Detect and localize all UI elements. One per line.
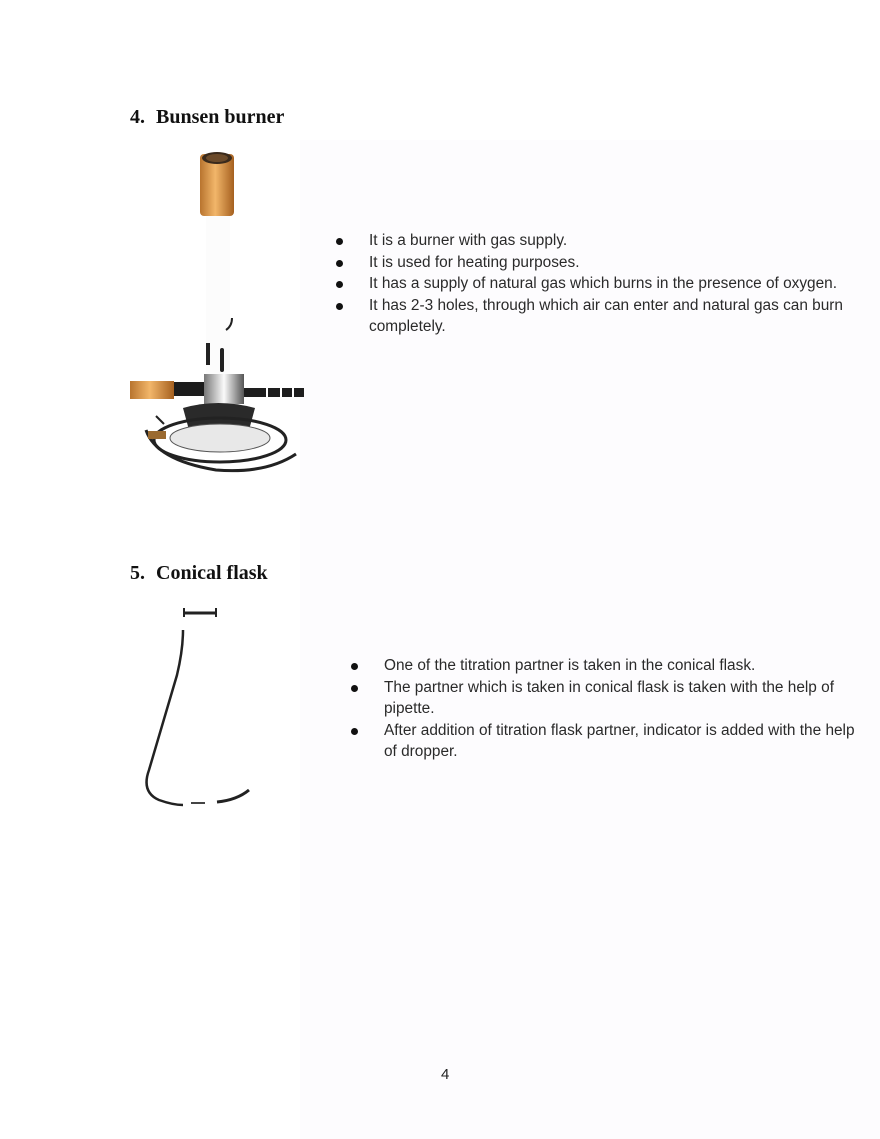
- list-item: One of the titration partner is taken in the conical flask.: [351, 655, 861, 677]
- bullet-icon: [336, 260, 343, 267]
- section-heading-bunsen-burner: [130, 106, 284, 129]
- bullet-icon: [336, 281, 343, 288]
- list-item: It is used for heating purposes.: [336, 252, 856, 274]
- bullet-icon: [336, 303, 343, 310]
- section-number: 5.: [130, 562, 145, 584]
- bunsen-burner-image: [128, 148, 313, 483]
- bunsen-burner-bullet-list: [336, 230, 856, 338]
- page-number: 4: [441, 1066, 450, 1083]
- list-item: After addition of titration flask partner, indicator is added with the help of dropper.: [351, 720, 861, 763]
- bullet-icon: [351, 728, 358, 735]
- list-item: It is a burner with gas supply.: [336, 230, 856, 252]
- bullet-icon: [351, 663, 358, 670]
- section-heading-conical-flask: [130, 562, 268, 585]
- section-title: Conical flask: [156, 562, 268, 584]
- conical-flask-image: [135, 600, 265, 815]
- bullet-icon: [336, 238, 343, 245]
- list-item: It has 2-3 holes, through which air can enter and natural gas can burn completely.: [336, 295, 856, 338]
- section-title: Bunsen burner: [156, 106, 285, 128]
- list-item: It has a supply of natural gas which burns in the presence of oxygen.: [336, 273, 856, 295]
- bullet-icon: [351, 685, 358, 692]
- conical-flask-bullet-list: [351, 655, 861, 763]
- section-number: 4.: [130, 106, 145, 128]
- list-item: The partner which is taken in conical flask is taken with the help of pipette.: [351, 677, 861, 720]
